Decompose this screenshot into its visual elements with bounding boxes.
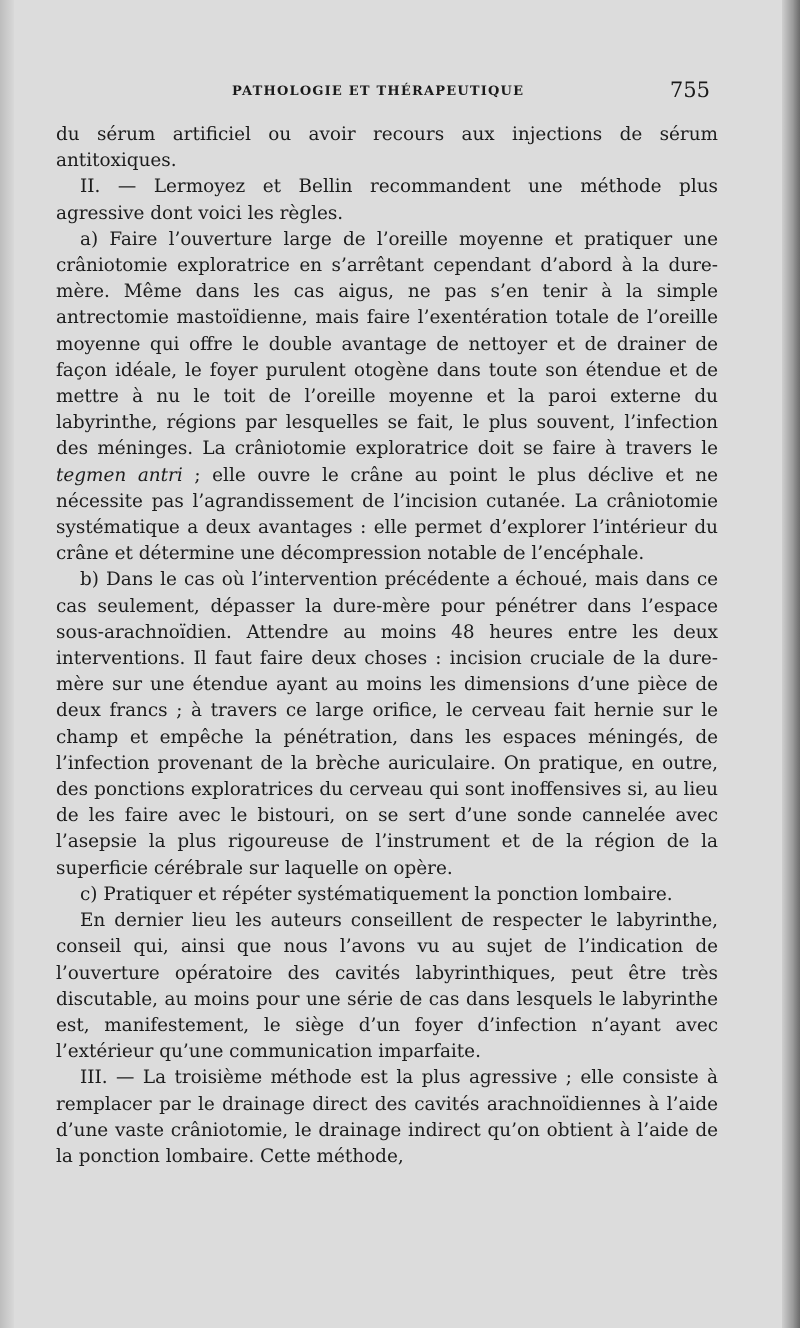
paragraph-2: [56, 174, 718, 226]
page-left-edge: [0, 0, 14, 1328]
latin-term: tegmen antri: [56, 464, 183, 486]
running-head: PATHOLOGIE ET THÉRAPEUTIQUE: [232, 84, 525, 99]
paragraph-4: [56, 567, 718, 881]
body-text: [56, 122, 718, 1170]
paragraph-text: En dernier lieu les auteurs conseillent de respecter le labyrinthe, conseil qui, ainsi que nous l’avons vu au sujet de l’indication de l’ouverture opératoire des cavités labyrinthiques, peut être très discutable, au moins pour une série de cas dans lesquels le labyrinthe est, manifestement, le siège d’un foyer d’infection n’ayant avec l’extérieur qu’une communication imparfaite.: [56, 910, 718, 1063]
paragraph-text: III. — La troisième méthode est la plus agressive ; elle consiste à remplacer par le drainage direct des cavités arachnoïdiennes à l’aide d’une vaste crâniotomie, le drainage indirect qu’on obtient à l’aide de la ponction lombaire. Cette méthode,: [56, 1067, 718, 1167]
paragraph-7: [56, 1065, 718, 1170]
paragraph-text: c) Pratiquer et répéter systématiquement la ponction lombaire.: [80, 883, 673, 905]
paragraph-text: du sérum artificiel ou avoir recours aux injections de sérum antitoxiques.: [56, 124, 718, 172]
page-header: [58, 78, 714, 108]
paragraph-6: [56, 908, 718, 1065]
paragraph-text: ; elle ouvre le crâne au point le plus déclive et ne nécessite pas l’agrandissement de l’incision cutanée. La crâniotomie systématique a deux avantages : elle permet d’explorer l’intérieur du crâne et détermine une décompression notable de l’encéphale.: [56, 464, 718, 565]
paragraph-1: [56, 122, 718, 174]
paragraph-text: a) Faire l’ouverture large de l’oreille moyenne et pratiquer une crâniotomie exploratrice en s’arrêtant cependant d’abord à la dure-mère. Même dans les cas aigus, ne pas s’en tenir à la simple antrectomie mastoïdienne, mais faire l’exentération totale de l’oreille moyenne qui offre le double avantage de nettoyer et de drainer de façon idéale, le foyer purulent otogène dans toute son étendue et de mettre à nu le toit de l’oreille moyenne et la paroi externe du labyrinthe, régions par lesquelles se fait, le plus souvent, l’infection des méninges. La crâniotomie exploratrice doit se faire à travers le: [56, 228, 718, 460]
page-right-edge: [782, 0, 800, 1328]
paragraph-text: b) Dans le cas où l’intervention précédente a échoué, mais dans ce cas seulement, dépasser la dure-mère pour pénétrer dans l’espace sous-arachnoïdien. Attendre au moins 48 heures entre les deux interventions. Il faut faire deux choses : incision cruciale de la dure-mère sur une étendue ayant au moins les dimensions d’une pièce de deux francs ; à travers ce large orifice, le cerveau fait hernie sur le champ et empêche la pénétration, dans les espaces méningés, de l’infection provenant de la brèche auriculaire. On pratique, en outre, des ponctions exploratrices du cerveau qui sont inoffensives si, au lieu de les faire avec le bistouri, on se sert d’une sonde cannelée avec l’asepsie la plus rigoureuse de l’instrument et de la région de la superficie cérébrale sur laquelle on opère.: [56, 569, 718, 879]
paragraph-5: [56, 882, 718, 908]
paragraph-text: II. — Lermoyez et Bellin recommandent une méthode plus agressive dont voici les règles.: [56, 176, 718, 224]
paragraph-3: [56, 227, 718, 568]
page-number: 755: [669, 78, 710, 102]
